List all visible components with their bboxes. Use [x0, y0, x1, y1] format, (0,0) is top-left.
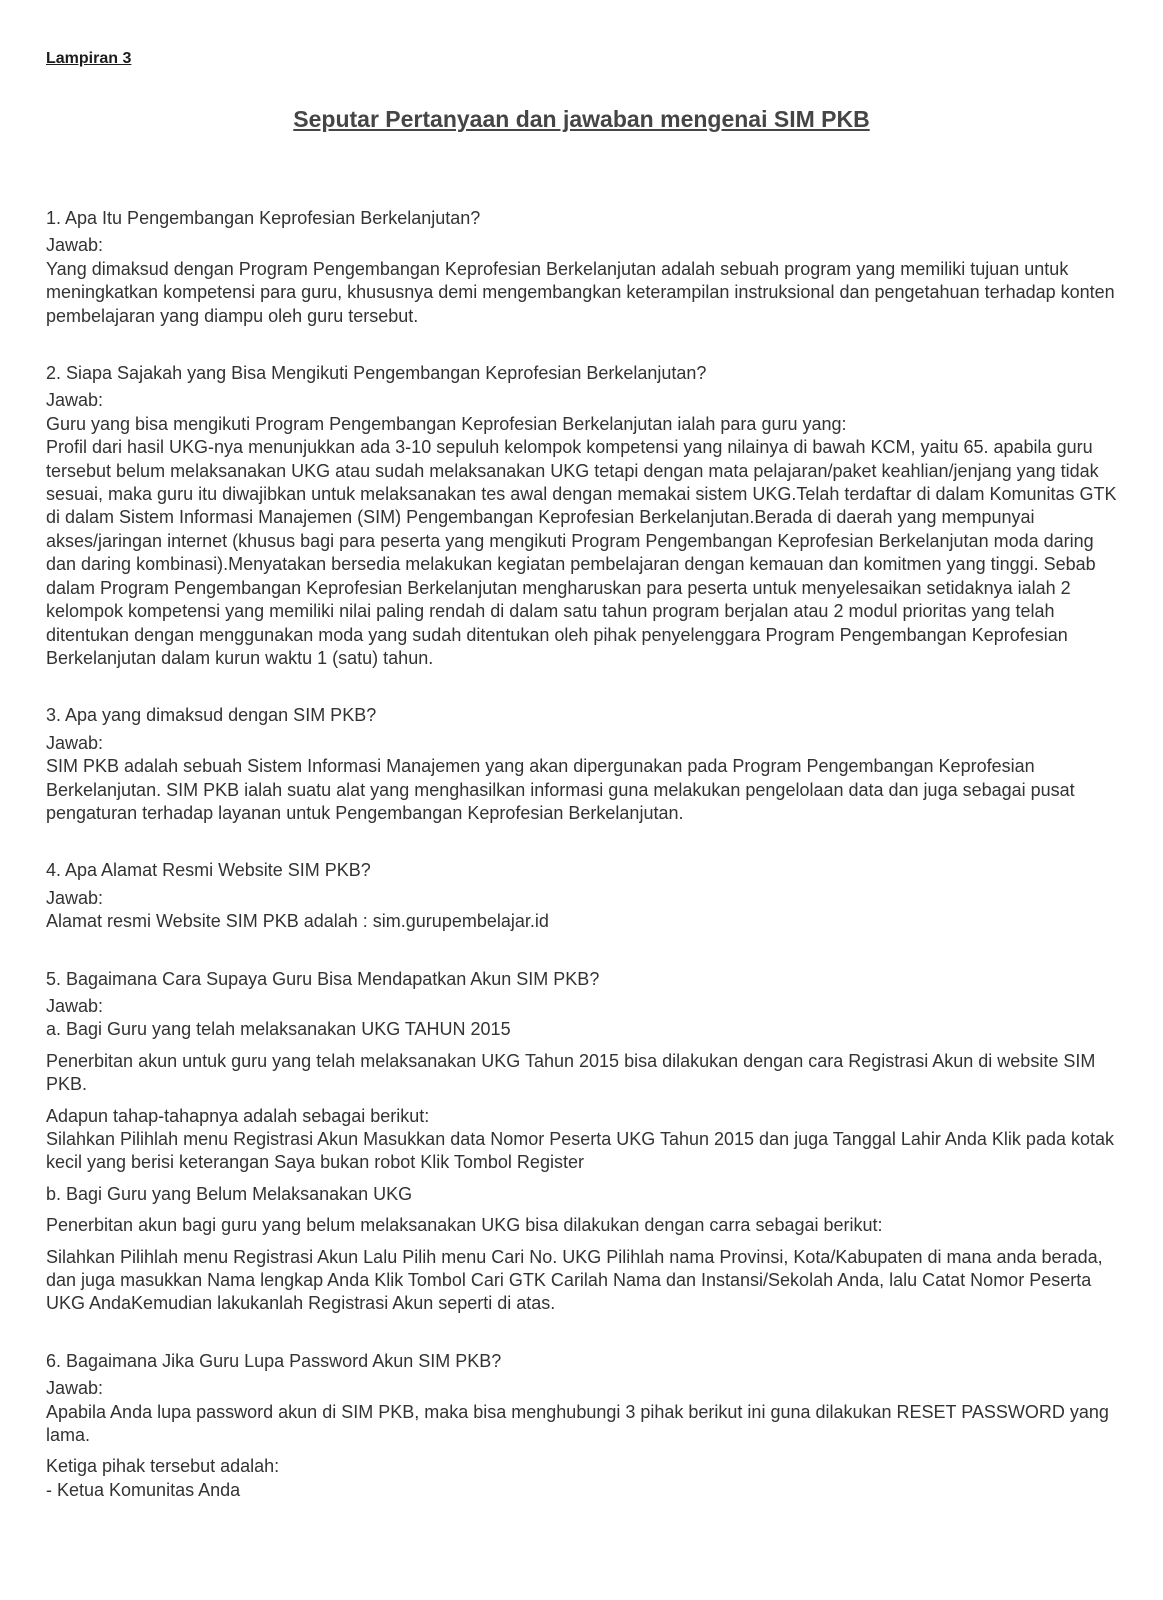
faq-question: 1. Apa Itu Pengembangan Keprofesian Berkelanjutan? — [46, 208, 481, 228]
answer-paragraph: Penerbitan akun untuk guru yang telah melaksanakan UKG Tahun 2015 bisa dilakukan dengan cara Registrasi Akun di website SIM PKB. — [46, 1050, 1096, 1095]
answer-label: Jawab: — [46, 390, 104, 411]
faq-item-4 — [46, 859, 1126, 933]
answer-paragraph: Yang dimaksud dengan Program Pengembangan Keprofesian Berkelanjutan adalah sebuah program yang memiliki tujuan untuk meningkatkan kompetensi para guru, khususnya demi mengembangkan keterampilan instruksional dan pengetahuan terhadap konten pembelajaran yang diampu oleh guru tersebut. — [46, 258, 1115, 326]
faq-question: 2. Siapa Sajakah yang Bisa Mengikuti Pengembangan Keprofesian Berkelanjutan? — [46, 363, 707, 384]
sub-heading-a: a. Bagi Guru yang telah melaksanakan UKG TAHUN 2015 — [46, 1019, 511, 1040]
faq-item-3 — [46, 704, 1126, 825]
answer-paragraph: Penerbitan akun bagi guru yang belum melaksanakan UKG bisa dilakukan dengan carra sebagai berikut: — [46, 1215, 883, 1236]
answer-paragraph: SIM PKB adalah sebuah Sistem Informasi Manajemen yang akan dipergunakan pada Program Pengembangan Keprofesian Berkelanjutan. SIM PKB ialah suatu alat yang menghasilkan informasi guna melakukan pengelolaan data dan juga sebagai pusat pengaturan terhadap layanan untuk Pengembangan Keprofesian Berkelanjutan. — [46, 756, 1075, 823]
faq-item-6 — [46, 1350, 1126, 1502]
faq-item-2 — [46, 362, 1126, 670]
answer-label: Jawab: — [46, 887, 104, 908]
answer-paragraph: Silahkan Pilihlah menu Registrasi Akun Masukkan data Nomor Peserta UKG Tahun 2015 dan juga Tanggal Lahir Anda Klik pada kotak kecil yang berisi keterangan Saya bukan robot Klik Tombol Register — [46, 1129, 1114, 1173]
answer-paragraph: Ketiga pihak tersebut adalah: — [46, 1456, 280, 1477]
faq-question: 3. Apa yang dimaksud dengan SIM PKB? — [46, 705, 377, 726]
answer-paragraph: Adapun tahap-tahapnya adalah sebagai berikut: — [46, 1105, 430, 1126]
faq-question: 6. Bagaimana Jika Guru Lupa Password Akun SIM PKB? — [46, 1350, 502, 1371]
attachment-label: Lampiran 3 — [46, 50, 132, 67]
answer-label: Jawab: — [46, 1378, 104, 1399]
faq-item-5 — [46, 968, 1126, 1316]
answer-paragraph: Silahkan Pilihlah menu Registrasi Akun Lalu Pilih menu Cari No. UKG Pilihlah nama Provinsi, Kota/Kabupaten di mana anda berada, dan juga masukkan Nama lengkap Anda Klik Tombol Cari GTK Carilah Nama dan Instansi/Sekolah Anda, lalu Catat Nomor Peserta UKG AndaKemudian lakukanlah Registrasi Akun seperti di atas. — [46, 1246, 1103, 1314]
answer-paragraph: Guru yang bisa mengikuti Program Pengembangan Keprofesian Berkelanjutan ialah para guru yang: — [46, 413, 847, 434]
faq-question: 5. Bagaimana Cara Supaya Guru Bisa Mendapatkan Akun SIM PKB? — [46, 968, 600, 989]
faq-question: 4. Apa Alamat Resmi Website SIM PKB? — [46, 860, 371, 881]
sub-heading-b: b. Bagi Guru yang Belum Melaksanakan UKG — [46, 1183, 413, 1204]
answer-paragraph: Alamat resmi Website SIM PKB adalah : sim.gurupembelajar.id — [46, 911, 549, 932]
answer-paragraph: Apabila Anda lupa password akun di SIM PKB, maka bisa menghubungi 3 pihak berikut ini guna dilakukan RESET PASSWORD yang lama. — [46, 1401, 1109, 1446]
answer-label: Jawab: — [46, 235, 104, 256]
answer-paragraph: Profil dari hasil UKG-nya menunjukkan ada 3-10 sepuluh kelompok kompetensi yang nilainya di bawah KCM, yaitu 65. apabila guru tersebut belum melaksanakan UKG atau sudah melaksanakan UKG tetapi dengan mata pelajaran/paket keahlian/jenjang yang tidak sesuai, maka guru itu diwajibkan untuk melaksanakan tes awal dengan memakai sistem UKG.Telah terdaftar di dalam Komunitas GTK di dalam Sistem Informasi Manajemen (SIM) Pengembangan Keprofesian Berkelanjutan.Berada di daerah yang mempunyai akses/jaringan internet (khusus bagi para peserta yang mengikuti Program Pengembangan Keprofesian Berkelanjutan moda daring dan daring kombinasi).Menyatakan bersedia melakukan kegiatan pembelajaran dengan kemauan dan komitmen yang tinggi. Sebab dalam Program Pengembangan Keprofesian Berkelanjutan mengharuskan para peserta untuk menyelesaikan setidaknya ialah 2 kelompok kompetensi yang memiliki nilai paling rendah di dalam satu tahun program berjalan atau 2 modul prioritas yang telah ditentukan dengan menggunakan moda yang sudah ditentukan oleh pihak penyelenggara Program Pengembangan Keprofesian Berkelanjutan dalam kurun waktu 1 (satu) tahun. — [46, 437, 1117, 668]
answer-label: Jawab: — [46, 732, 104, 753]
faq-item-1 — [46, 207, 1126, 328]
document-title: Seputar Pertanyaan dan jawaban mengenai SIM PKB — [293, 106, 870, 132]
list-item: - Ketua Komunitas Anda — [46, 1479, 241, 1500]
answer-label: Jawab: — [46, 995, 104, 1016]
faq-content — [46, 207, 1126, 1502]
